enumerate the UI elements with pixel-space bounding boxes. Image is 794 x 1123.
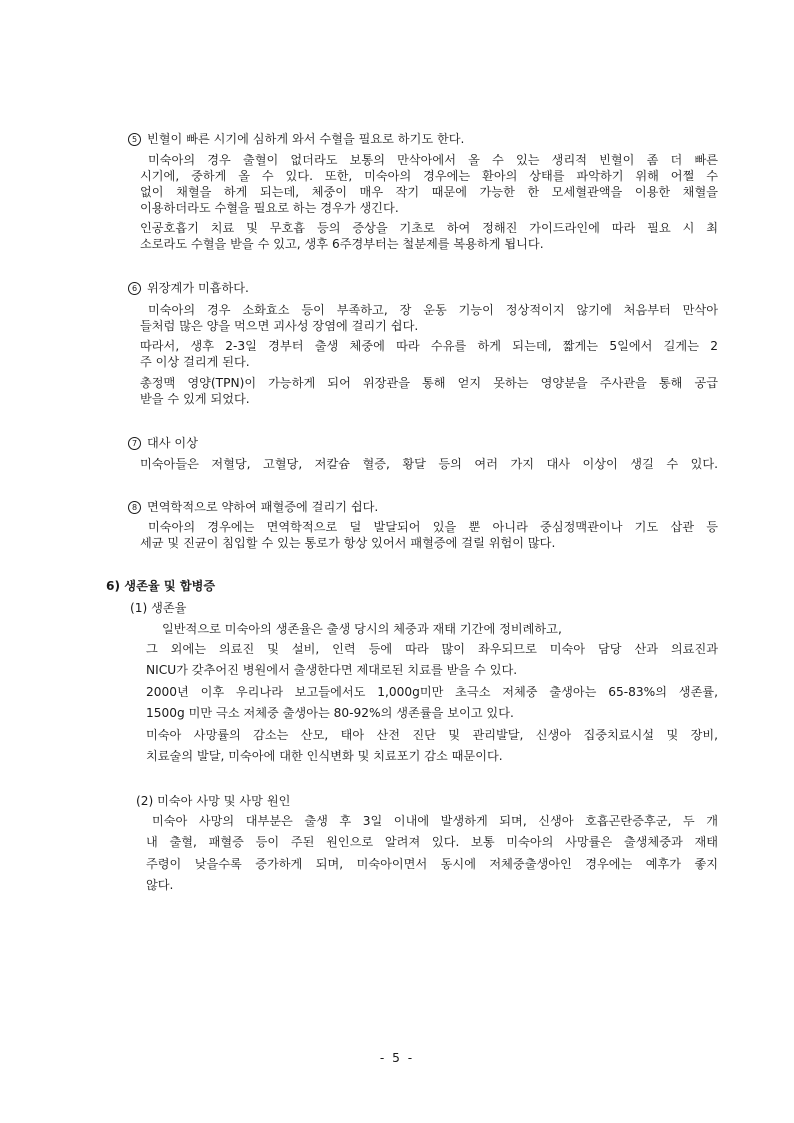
item-7-title: 대사 이상: [147, 436, 198, 450]
item-6-line-2: 들처럼 많은 양을 먹으면 괴사성 장염에 걸리기 쉽다.: [140, 319, 419, 333]
item-6-line-3: 따라서, 생후 2-3일 경부터 출생 체중에 따라 수유를 하게 되는데, 짧게는 5일에서 길게는 2: [140, 339, 718, 353]
circled-number-8: 8: [128, 501, 141, 514]
item-8-line-1: 미숙아의 경우에는 면역학적으로 덜 발달되어 있을 뿐 아니라 중심정맥관이나 기도 삽관 등: [148, 520, 718, 534]
subsection-2-line-2: 내 출혈, 패혈증 등이 주된 원인으로 알려져 있다. 보통 미숙아의 사망률은 출생체중과 재태: [146, 835, 718, 849]
subsection-1-line-5: 1500g 미만 극소 저체중 출생아는 80-92%의 생존률을 보이고 있다.: [146, 706, 514, 720]
subsection-2-line-3: 주령이 낮을수록 증가하게 되며, 미숙아이면서 동시에 저체중출생아인 경우에는 예후가 좋지: [146, 857, 718, 871]
item-8-heading: [128, 499, 378, 516]
item-6-line-4: 주 이상 걸리게 된다.: [140, 355, 250, 369]
subsection-1-line-3: NICU가 갖추어진 병원에서 출생한다면 제대로된 치료를 받을 수 있다.: [146, 663, 518, 677]
page-number: - 5 -: [379, 1051, 415, 1065]
item-7-heading: [128, 435, 198, 452]
subsection-1-line-4: 2000년 이후 우리나라 보고들에서도 1,000g미만 초극소 저체중 출생아는 65-83%의 생존률,: [146, 685, 718, 699]
item-6-line-1: 미숙아의 경우 소화효소 등이 부족하고, 장 운동 기능이 정상적이지 않기에 처음부터 만삭아: [148, 303, 718, 317]
item-5-line-6: 소로라도 수혈을 받을 수 있고, 생후 6주경부터는 철분제를 복용하게 됩니다.: [140, 237, 544, 251]
circled-number-5: 5: [128, 133, 141, 146]
item-5-line-3: 없이 채혈을 하게 되는데, 체중이 매우 작기 때문에 가능한 한 모세혈관액을 이용한 채혈을: [140, 185, 718, 199]
subsection-1-line-1: 일반적으로 미숙아의 생존율은 출생 당시의 체중과 재태 기간에 정비례하고,: [162, 622, 562, 636]
item-8-line-2: 세균 및 진균이 침입할 수 있는 통로가 항상 있어서 패혈증에 걸릴 위험이 많다.: [140, 536, 556, 550]
subsection-2-line-4: 않다.: [146, 878, 174, 892]
item-6-line-6: 받을 수 있게 되었다.: [140, 392, 250, 406]
item-6-title: 위장계가 미흡하다.: [147, 281, 249, 295]
circled-number-6: 6: [128, 282, 141, 295]
item-8-title: 면역학적으로 약하여 패혈증에 걸리기 쉽다.: [147, 500, 379, 514]
subsection-1-line-2: 그 외에는 의료진 및 설비, 인력 등에 따라 많이 좌우되므로 미숙아 담당 산과 의료진과: [146, 642, 718, 656]
circled-number-7: 7: [128, 437, 141, 450]
subsection-2-line-1: 미숙아 사망의 대부분은 출생 후 3일 이내에 발생하게 되며, 신생아 호흡곤란증후군, 두 개: [152, 814, 718, 828]
section-6-heading: 6) 생존율 및 합병증: [106, 579, 216, 593]
subsection-1-line-7: 치료술의 발달, 미숙아에 대한 인식변화 및 치료포기 감소 때문이다.: [146, 749, 503, 763]
item-5-heading: [128, 131, 464, 148]
item-5-title: 빈혈이 빠른 시기에 심하게 와서 수혈을 필요로 하기도 한다.: [147, 132, 465, 146]
item-7-line-1: 미숙아들은 저혈당, 고혈당, 저칼슘 혈증, 황달 등의 여러 가지 대사 이상이 생길 수 있다.: [140, 457, 718, 471]
subsection-1-line-6: 미숙아 사망률의 감소는 산모, 태아 산전 진단 및 관리발달, 신생아 집중치료시설 및 장비,: [146, 728, 718, 742]
item-6-line-5: 총정맥 영양(TPN)이 가능하게 되어 위장관을 통해 얻지 못하는 영양분을 주사관을 통해 공급: [140, 376, 718, 390]
subsection-1-title: (1) 생존율: [130, 601, 187, 615]
item-5-line-2: 시기에, 중하게 올 수 있다. 또한, 미숙아의 경우에는 환아의 상태를 파악하기 위해 어쩔 수: [140, 169, 718, 183]
item-5-line-5: 인공호흡기 치료 및 무호흡 등의 증상을 기초로 하여 정해진 가이드라인에 따라 필요 시 최: [140, 221, 718, 235]
item-6-heading: [128, 280, 249, 297]
item-5-line-4: 이용하더라도 수혈을 필요로 하는 경우가 생긴다.: [140, 201, 399, 215]
item-5-line-1: 미숙아의 경우 출혈이 없더라도 보통의 만삭아에서 올 수 있는 생리적 빈혈이 좀 더 빠른: [148, 153, 718, 167]
subsection-2-title: (2) 미숙아 사망 및 사망 원인: [136, 794, 291, 808]
